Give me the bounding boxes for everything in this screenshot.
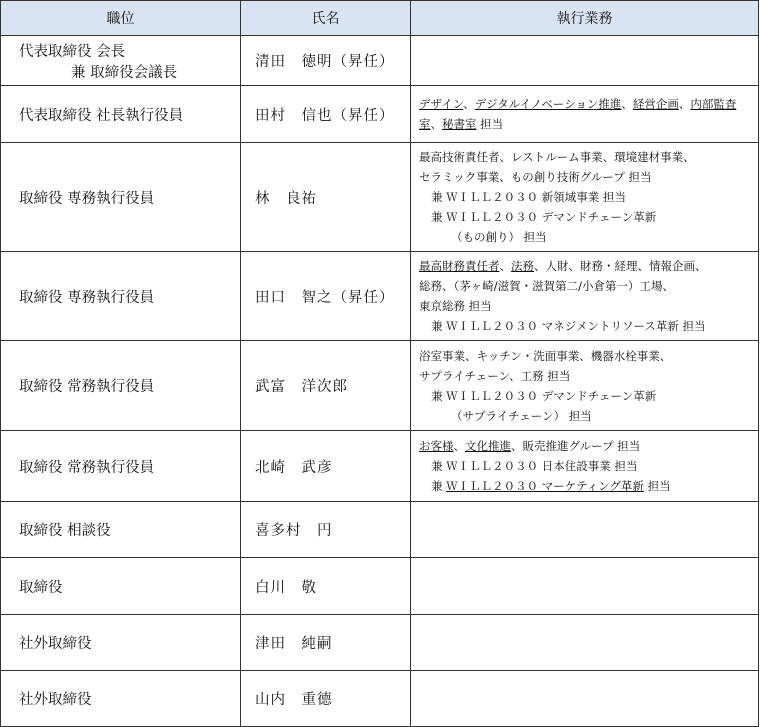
table-row [1,252,759,341]
duty-text: 、販売推進グループ 担当 [511,439,641,453]
officer-name: 津田 純嗣 [255,636,333,652]
position-line: 社外取締役 [19,692,92,708]
duty-line: （サプライチェーン） 担当 [451,408,592,423]
header-name: 氏名 [241,1,411,36]
position-line: 取締役 専務執行役員 [19,190,155,207]
position-line: 取締役 常務執行役員 [19,379,155,395]
duty-line [419,436,752,456]
duty-link: 秘書室 [442,117,477,131]
position-cell [1,502,241,558]
position-line: 代表取締役 会長 [19,43,126,60]
duty-link: 法務 [511,259,534,273]
duty-text: 、 [621,97,633,111]
header-row [1,1,759,36]
position-cell [1,615,241,671]
duties-cell [411,36,759,86]
position-cell [1,86,241,143]
table-row [1,502,759,558]
duty-line: セラミック事業、もの創り技術グループ 担当 [419,170,652,184]
duty-line: サプライチェーン、工務 担当 [419,368,571,383]
duties-cell [411,252,759,341]
duty-link: お客様 [419,439,454,453]
duty-line: 総務、（茅ヶ崎/滋賀・滋賀第二/小倉第一）工場、 [419,279,674,293]
officer-name: 武富 洋次郎 [255,379,348,395]
duties-cell [411,341,759,431]
duty-line [419,476,752,496]
duties-cell [411,143,759,252]
officer-name: 田村 信也（昇任） [255,107,395,124]
position-cell [1,431,241,502]
duty-line: 兼 ＷＩＬＬ２０３０ デマンドチェーン革新 [431,388,657,403]
duty-line: 東京総務 担当 [419,299,492,313]
name-cell [241,558,411,615]
name-cell [241,143,411,252]
table-row [1,558,759,615]
duties-cell [411,502,759,558]
name-cell [241,86,411,143]
table-row [1,341,759,431]
officer-name: 喜多村 円 [255,523,333,539]
officer-name: 山内 重德 [255,692,333,708]
name-cell [241,36,411,86]
name-cell [241,341,411,431]
position-line: 取締役 専務執行役員 [19,289,155,306]
duty-link: 文化推進 [465,439,511,453]
position-line: 取締役 常務執行役員 [19,459,155,476]
officer-name: 白川 敬 [255,579,317,596]
position-cell [1,252,241,341]
table-row [1,615,759,671]
name-cell [241,252,411,341]
duty-link: 経営企画 [632,97,679,111]
position-cell [1,671,241,727]
duty-line: 兼 ＷＩＬＬ２０３０ 日本住設事業 担当 [431,459,638,473]
duty-text: 担当 [476,117,504,131]
position-line: 代表取締役 社長執行役員 [19,107,184,124]
table-row [1,671,759,727]
name-cell [241,431,411,502]
name-cell [241,502,411,558]
duty-text: 、 [678,97,691,111]
duty-link: 内部監査室 [419,97,737,131]
duty-link: デザイン [419,97,464,111]
duty-text: 、 [499,259,511,273]
table-row [1,143,759,252]
duties-cell [411,615,759,671]
name-cell [241,671,411,727]
position-line: 取締役 相談役 [19,523,111,539]
duty-link: ＷＩＬＬ２０３０ マーケティング革新 [446,479,644,493]
duty-link: 最高財務責任者 [419,259,500,273]
duty-text: 担当 [643,479,671,493]
duty-text: 、 [453,439,465,453]
position-cell [1,341,241,431]
duty-text: 、 [463,97,475,111]
table-row [1,86,759,143]
duty-line [419,256,752,276]
officer-name: 清田 徳明（昇任） [255,54,395,70]
table-row [1,431,759,502]
duty-line: 兼 ＷＩＬＬ２０３０ マネジメントリソース革新 担当 [431,319,706,333]
header-duties: 執行業務 [411,1,759,36]
duty-text: 、人財、財務・経理、情報企画、 [534,259,707,273]
header-position: 職位 [1,1,241,36]
duties-cell [411,671,759,727]
position-line: 取締役 [19,579,63,596]
duty-line: 最高技術責任者、レストルーム事業、環境建材事業、 [419,150,695,164]
duty-line: 浴室事業、キッチン・洗面事業、機器水栓事業、 [419,348,672,363]
duties-cell [411,86,759,143]
duties-cell [411,431,759,502]
duty-line: （もの創り） 担当 [451,230,547,244]
table-row [1,36,759,86]
duty-text: 兼 [431,479,447,493]
name-cell [241,615,411,671]
position-cell [1,558,241,615]
duty-link: デジタルイノベーション推進 [474,97,622,111]
officer-name: 北崎 武彦 [255,459,333,476]
position-line: 兼 取締役会議長 [71,64,178,81]
officer-name: 田口 智之（昇任） [255,289,395,306]
position-line: 社外取締役 [19,636,92,652]
duty-line: 兼 ＷＩＬＬ２０３０ 新領域事業 担当 [431,190,626,204]
duty-line: 兼 ＷＩＬＬ２０３０ デマンドチェーン革新 [431,210,657,224]
duty-text: 、 [430,117,442,131]
position-cell [1,36,241,86]
duties-cell [411,558,759,615]
position-cell [1,143,241,252]
officer-name: 林 良祐 [255,190,317,207]
